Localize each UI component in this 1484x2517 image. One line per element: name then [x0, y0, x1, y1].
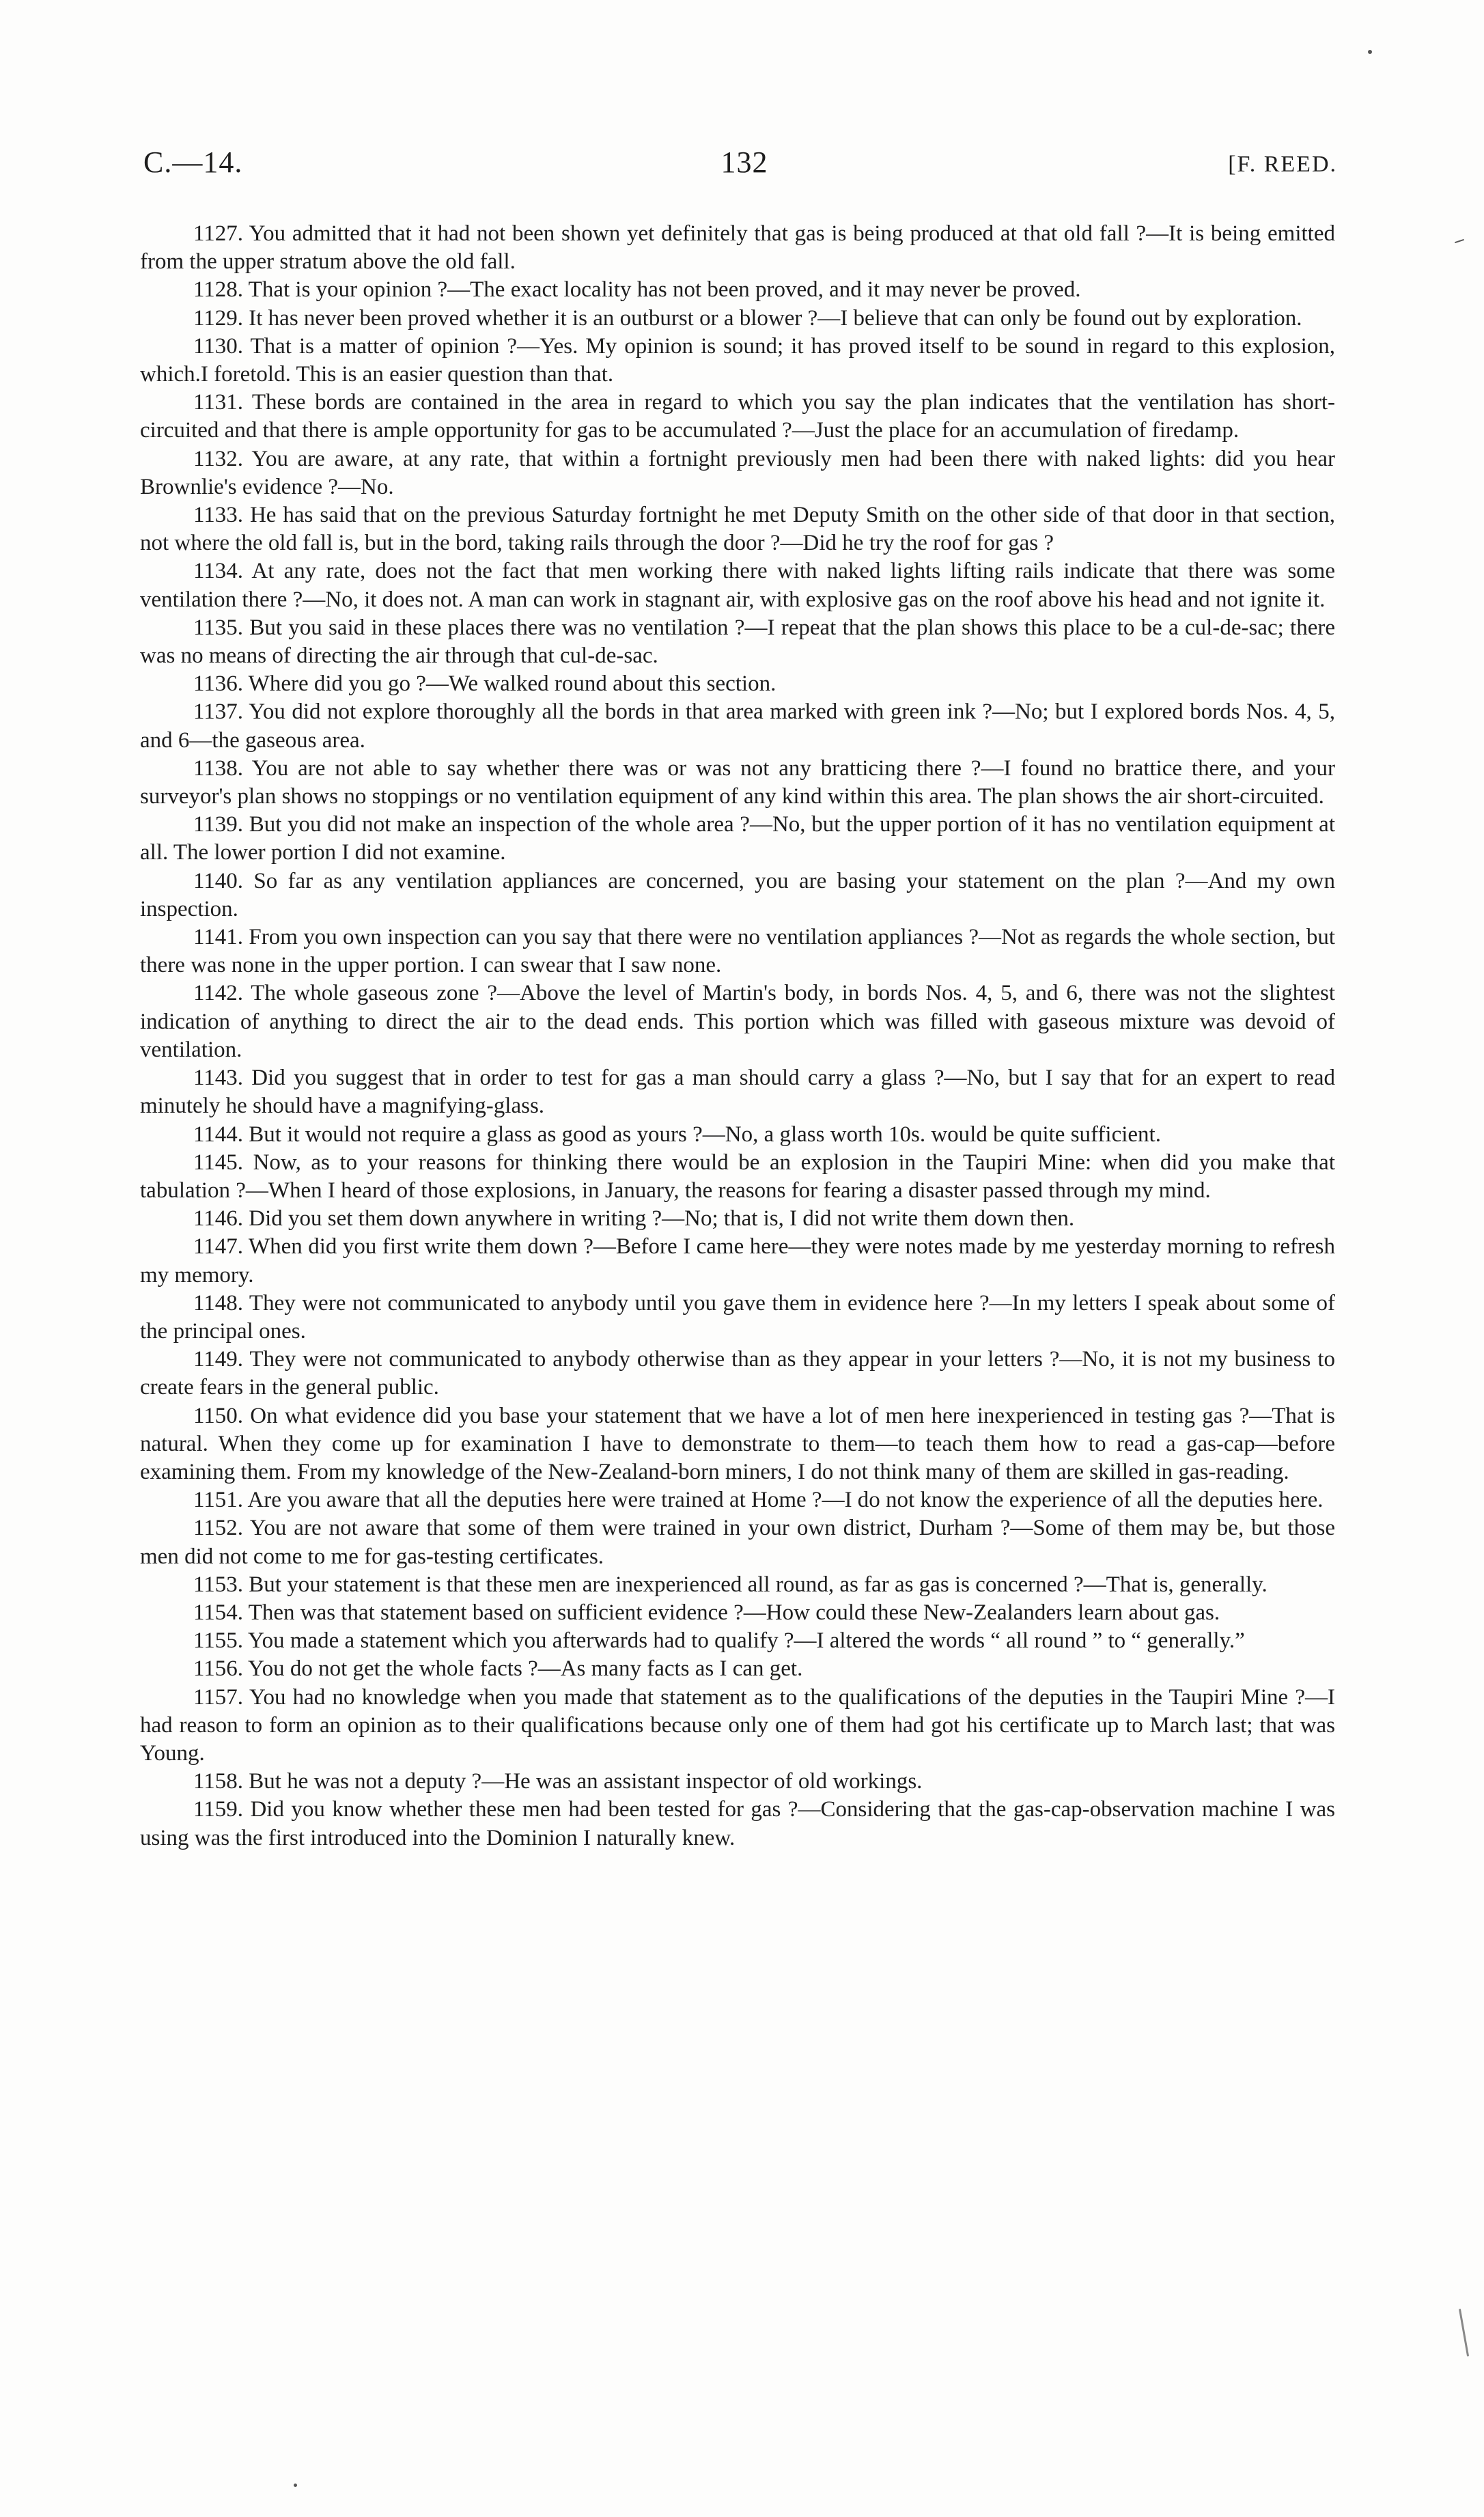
paragraph-1132: 1132. You are aware, at any rate, that within a fortnight previously men had been there with naked lights: did you hear Brownlie's evidence ?—No. [140, 446, 1335, 499]
paragraph-1147: 1147. When did you first write them down ?—Before I came here—they were notes made by me yesterday morning to refresh my memory. [140, 1234, 1335, 1288]
paragraph-1136: 1136. Where did you go ?—We walked round about this section. [193, 671, 776, 697]
paragraph-1156: 1156. You do not get the whole facts ?—As many facts as I can get. [193, 1656, 803, 1682]
scan-speck [1459, 2309, 1469, 2356]
paragraph-1139: 1139. But you did not make an inspection of the whole area ?—No, but the upper portion of it has no ventilation equipment at all. The lower portion I did not examine. [140, 812, 1335, 865]
paragraph-1128: 1128. That is your opinion ?—The exact locality has not been proved, and it may never be proved. [193, 277, 1081, 303]
paragraph-1150: 1150. On what evidence did you base your statement that we have a lot of men here inexperienced in testing gas ?—That is natural. When they come up for examination I have to demonstrate to them—to teach them how to read a gas-cap—before examining them. From my knowledge of the New-Zealand-born miners, I do not think many of them are skilled in gas-reading. [140, 1403, 1335, 1484]
paragraph-1129: 1129. It has never been proved whether it is an outburst or a blower ?—I believe that can only be found out by exploration. [193, 305, 1302, 331]
scan-speck [1455, 239, 1464, 243]
header-document-code: C.—14. [143, 145, 243, 179]
paragraph-1134: 1134. At any rate, does not the fact that men working there with naked lights lifting rails indicate that there was some ventilation there ?—No, it does not. A man can work in stagnant air, with explosive gas on the roof above his head and not ignite it. [140, 559, 1335, 612]
paragraph-1154: 1154. Then was that statement based on sufficient evidence ?—How could these New-Zealanders learn about gas. [193, 1600, 1220, 1625]
paragraph-1158: 1158. But he was not a deputy ?—He was an assistant inspector of old workings. [193, 1769, 923, 1794]
scan-speck [1368, 50, 1372, 54]
paragraph-1135: 1135. But you said in these places there was no ventilation ?—I repeat that the plan shows this place to be a cul-de-sac; there was no means of directing the air through that cul-de-sac. [140, 615, 1335, 669]
transcript-body [140, 220, 1335, 1852]
paragraph-1131: 1131. These bords are contained in the area in regard to which you say the plan indicates that the ventilation has short-circuited and that there is ample opportunity for gas to be accumulated ?—Just the place for an accumulation of firedamp. [140, 390, 1335, 443]
paragraph-1137: 1137. You did not explore thoroughly all the bords in that area marked with green ink ?—No; but I explored bords Nos. 4, 5, and 6—the gaseous area. [140, 699, 1335, 753]
paragraph-1141: 1141. From you own inspection can you say that there were no ventilation appliances ?—Not as regards the whole section, but there was none in the upper portion. I can swear that I saw none. [140, 925, 1335, 978]
scan-speck [294, 2484, 297, 2487]
paragraph-1151: 1151. Are you aware that all the deputies here were trained at Home ?—I do not know the experience of all the deputies here. [193, 1488, 1324, 1513]
header-page-number: 132 [720, 145, 768, 179]
paragraph-1145: 1145. Now, as to your reasons for thinking there would be an explosion in the Taupiri Mine: when did you make that tabulation ?—When I heard of those explosions, in January, the reasons for fearing a disaster passed through my mind. [140, 1150, 1335, 1203]
header-witness-name: [F. REED. [1228, 152, 1337, 177]
paragraph-1130: 1130. That is a matter of opinion ?—Yes. My opinion is sound; it has proved itself to be sound in regard to this explosion, which.I foretold. This is an easier question than that. [140, 333, 1335, 387]
paragraph-1144: 1144. But it would not require a glass as good as yours ?—No, a glass worth 10s. would be quite sufficient. [193, 1122, 1161, 1147]
paragraph-1146: 1146. Did you set them down anywhere in writing ?—No; that is, I did not write them down then. [193, 1206, 1075, 1232]
paragraph-1159: 1159. Did you know whether these men had been tested for gas ?—Considering that the gas-cap-observation machine I was using was the first introduced into the Dominion I naturally knew. [140, 1797, 1335, 1850]
paragraph-1127: 1127. You admitted that it had not been shown yet definitely that gas is being produced at that old fall ?—It is being emitted from the upper stratum above the old fall. [140, 221, 1335, 275]
paragraph-1153: 1153. But your statement is that these men are inexperienced all round, as far as gas is concerned ?—That is, generally. [193, 1572, 1268, 1597]
paragraph-1143: 1143. Did you suggest that in order to test for gas a man should carry a glass ?—No, but I say that for an expert to read minutely he should have a magnifying-glass. [140, 1066, 1335, 1119]
paragraph-1149: 1149. They were not communicated to anybody otherwise than as they appear in your letters ?—No, it is not my business to create fears in the general public. [140, 1347, 1335, 1400]
paragraph-1133: 1133. He has said that on the previous Saturday fortnight he met Deputy Smith on the other side of that door in that section, not where the old fall is, but in the bord, taking rails through the door ?—Did he try the roof for gas ? [140, 503, 1335, 556]
paragraph-1138: 1138. You are not able to say whether there was or was not any bratticing there ?—I found no brattice there, and your surveyor's plan shows no stoppings or no ventilation equipment of any kind within this area. The plan shows the air short-circuited. [140, 755, 1335, 809]
paragraph-1155: 1155. You made a statement which you afterwards had to qualify ?—I altered the words “ all round ” to “ generally.” [193, 1628, 1245, 1654]
paragraph-1148: 1148. They were not communicated to anybody until you gave them in evidence here ?—In my letters I speak about some of the principal ones. [140, 1290, 1335, 1344]
paragraph-1152: 1152. You are not aware that some of them were trained in your own district, Durham ?—Some of them may be, but those men did not come to me for gas-testing certificates. [140, 1516, 1335, 1569]
paragraph-1140: 1140. So far as any ventilation appliances are concerned, you are basing your statement on the plan ?—And my own inspection. [140, 868, 1335, 921]
paragraph-1157: 1157. You had no knowledge when you made that statement as to the qualifications of the deputies in the Taupiri Mine ?—I had reason to form an opinion as to their qualifications because only one of them had got his certificate up to March last; that was Young. [140, 1684, 1335, 1766]
paragraph-1142: 1142. The whole gaseous zone ?—Above the level of Martin's body, in bords Nos. 4, 5, and 6, there was not the slightest indication of anything to direct the air to the dead ends. This portion which was filled with gaseous mixture was devoid of ventilation. [140, 981, 1335, 1062]
